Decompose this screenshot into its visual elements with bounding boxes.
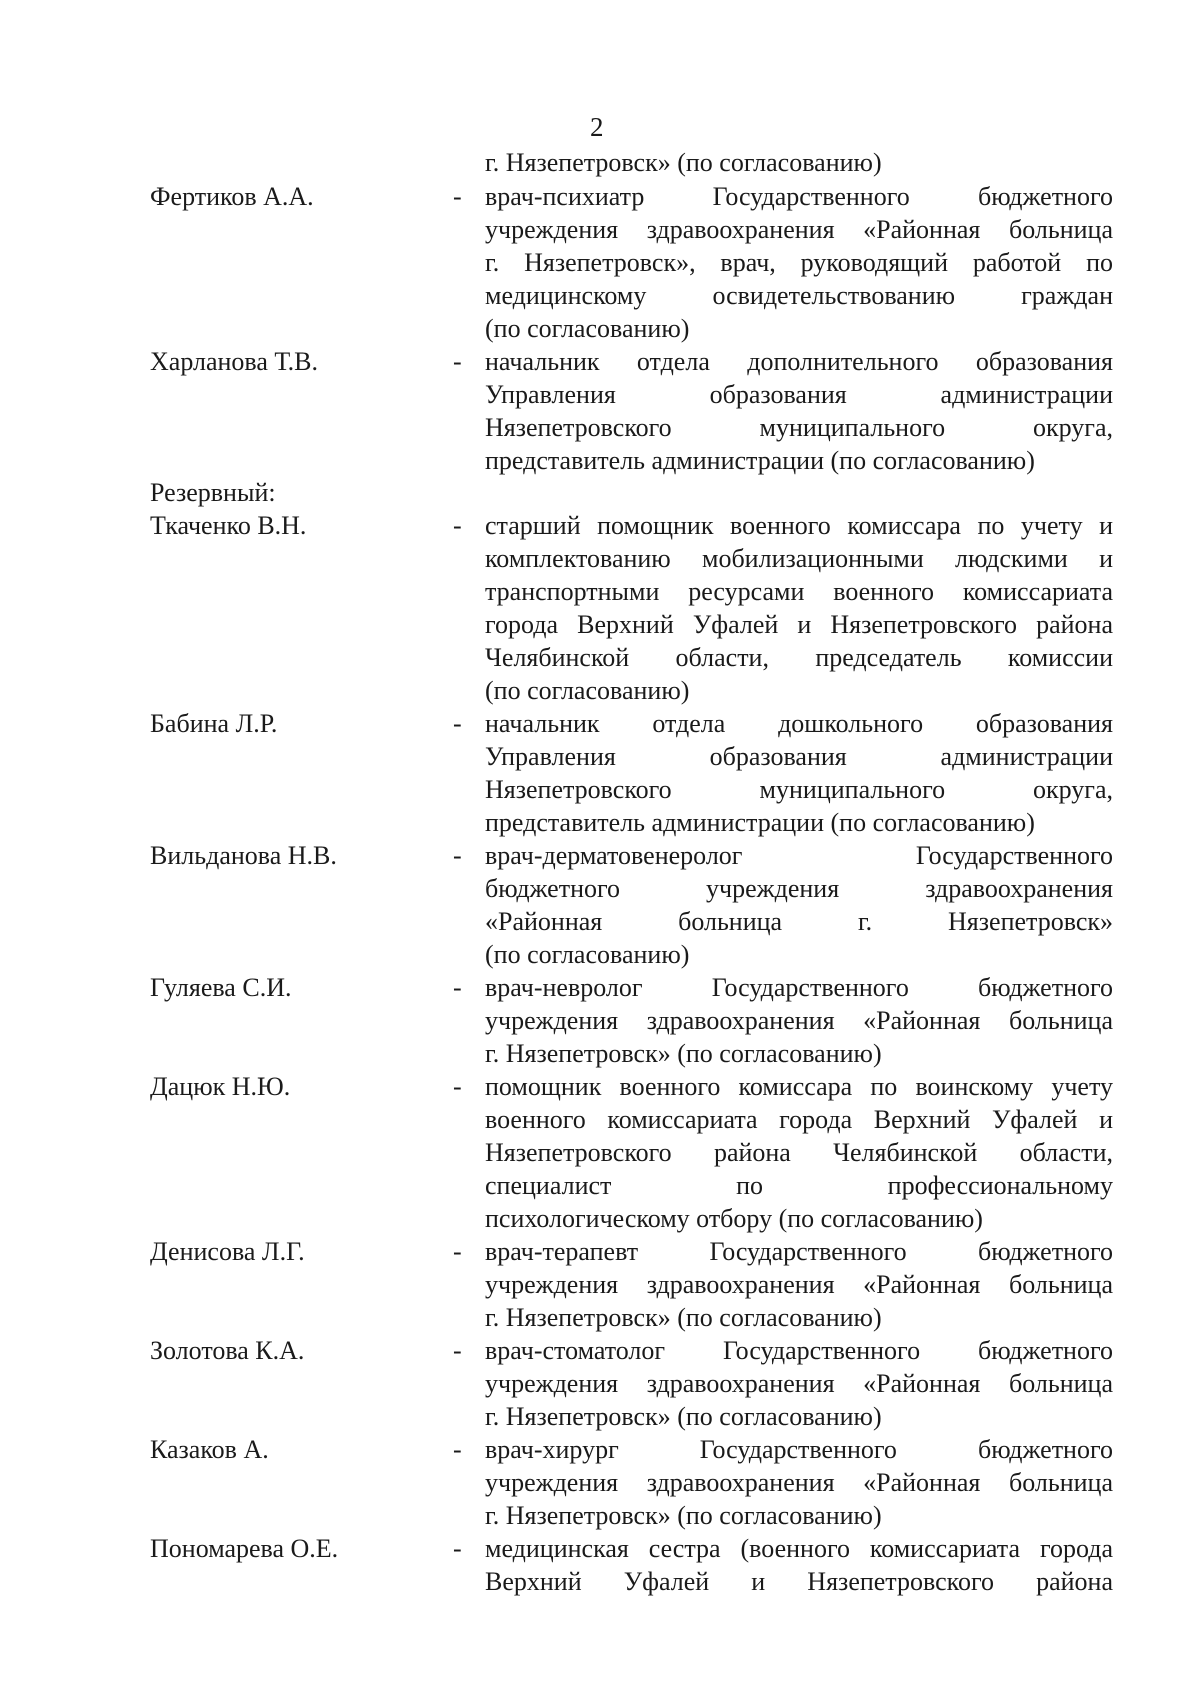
member-dash: - [453,1435,462,1464]
description-line: Управления образования администрации [485,742,1113,771]
member-name: Харланова Т.В. [150,347,318,376]
description-line: медицинская сестра (военного комиссариата города [485,1534,1113,1563]
member-description [485,971,1113,1070]
description-line: Нязепетровского муниципального округа, [485,775,1113,804]
description-line: учреждения здравоохранения «Районная больница [485,1270,1113,1299]
description-line: военного комиссариата города Верхний Уфалей и [485,1105,1113,1134]
description-line: учреждения здравоохранения «Районная больница [485,1006,1113,1035]
description-line: психологическому отбору (по согласованию) [485,1204,983,1233]
member-dash: - [453,973,462,1002]
description-line: врач-невролог Государственного бюджетного [485,973,1113,1002]
member-dash: - [453,182,462,211]
member-dash: - [453,1237,462,1266]
member-description [485,1235,1113,1334]
description-line: представитель администрации (по согласованию) [485,808,1035,837]
member-dash: - [453,1072,462,1101]
description-line: г. Нязепетровск» (по согласованию) [485,1303,882,1332]
member-entry-tkachenko [150,509,1113,707]
member-dash: - [453,1534,462,1563]
description-line: помощник военного комиссара по воинскому учету [485,1072,1113,1101]
member-name: Золотова К.А. [150,1336,305,1365]
continuation-line: г. Нязепетровск» (по согласованию) [485,148,882,177]
member-entry-gulyaeva [150,971,1113,1070]
member-description [485,509,1113,707]
description-line: врач-психиатр Государственного бюджетного [485,182,1113,211]
description-line: (по согласованию) [485,676,690,705]
member-entry-datsyuk [150,1070,1113,1235]
description-line: начальник отдела дополнительного образования [485,347,1113,376]
member-description [485,180,1113,345]
description-line: Управления образования администрации [485,380,1113,409]
description-line: начальник отдела дошкольного образования [485,709,1113,738]
description-line: города Верхний Уфалей и Нязепетровского района [485,610,1113,639]
member-dash: - [453,709,462,738]
description-line: г. Нязепетровск» (по согласованию) [485,1501,882,1530]
description-line: г. Нязепетровск» (по согласованию) [485,1039,882,1068]
member-entry-fertikov [150,180,1113,345]
member-name: Казаков А. [150,1435,269,1464]
description-line: специалист по профессиональному [485,1171,1113,1200]
description-line: (по согласованию) [485,314,690,343]
description-line: (по согласованию) [485,940,690,969]
reserve-label: Резервный: [150,478,276,507]
member-description [485,707,1113,839]
description-line: «Районная больница г. Нязепетровск» [485,907,1113,936]
description-line: врач-дерматовенеролог Государственного [485,841,1113,870]
description-line: врач-хирург Государственного бюджетного [485,1435,1113,1464]
member-name: Пономарева О.Е. [150,1534,339,1563]
description-line: г. Нязепетровск», врач, руководящий работой по [485,248,1113,277]
member-entry-zolotova [150,1334,1113,1433]
member-name: Гуляева С.И. [150,973,292,1002]
description-line: представитель администрации (по согласованию) [485,446,1035,475]
description-line: Нязепетровского муниципального округа, [485,413,1113,442]
member-description [485,839,1113,971]
description-line: Челябинской области, председатель комиссии [485,643,1113,672]
member-name: Дацюк Н.Ю. [150,1072,291,1101]
member-description [485,1334,1113,1433]
description-line: Нязепетровского района Челябинской области, [485,1138,1113,1167]
member-dash: - [453,347,462,376]
description-line: медицинскому освидетельствованию граждан [485,281,1113,310]
member-dash: - [453,511,462,540]
description-line: Верхний Уфалей и Нязепетровского района [485,1567,1113,1596]
member-entry-kharlanova [150,345,1113,477]
member-name: Бабина Л.Р. [150,709,278,738]
member-description [485,1532,1113,1598]
member-entry-kazakov [150,1433,1113,1532]
page-number: 2 [590,112,604,142]
description-line: учреждения здравоохранения «Районная больница [485,215,1113,244]
member-name: Денисова Л.Г. [150,1237,305,1266]
member-dash: - [453,1336,462,1365]
description-line: старший помощник военного комиссара по учету и [485,511,1113,540]
description-line: бюджетного учреждения здравоохранения [485,874,1113,903]
member-entry-babina [150,707,1113,839]
member-entry-ponomareva [150,1532,1113,1598]
description-line: учреждения здравоохранения «Районная больница [485,1468,1113,1497]
member-description [485,1070,1113,1235]
member-name: Вильданова Н.В. [150,841,337,870]
description-line: г. Нязепетровск» (по согласованию) [485,1402,882,1431]
description-line: учреждения здравоохранения «Районная больница [485,1369,1113,1398]
member-name: Фертиков А.А. [150,182,314,211]
description-line: комплектованию мобилизационными людскими и [485,544,1113,573]
member-description [485,1433,1113,1532]
member-entry-denisova [150,1235,1113,1334]
member-description [485,345,1113,477]
description-line: врач-стоматолог Государственного бюджетного [485,1336,1113,1365]
member-name: Ткаченко В.Н. [150,511,307,540]
member-entry-vildanova [150,839,1113,971]
description-line: врач-терапевт Государственного бюджетного [485,1237,1113,1266]
member-dash: - [453,841,462,870]
description-line: транспортными ресурсами военного комиссариата [485,577,1113,606]
